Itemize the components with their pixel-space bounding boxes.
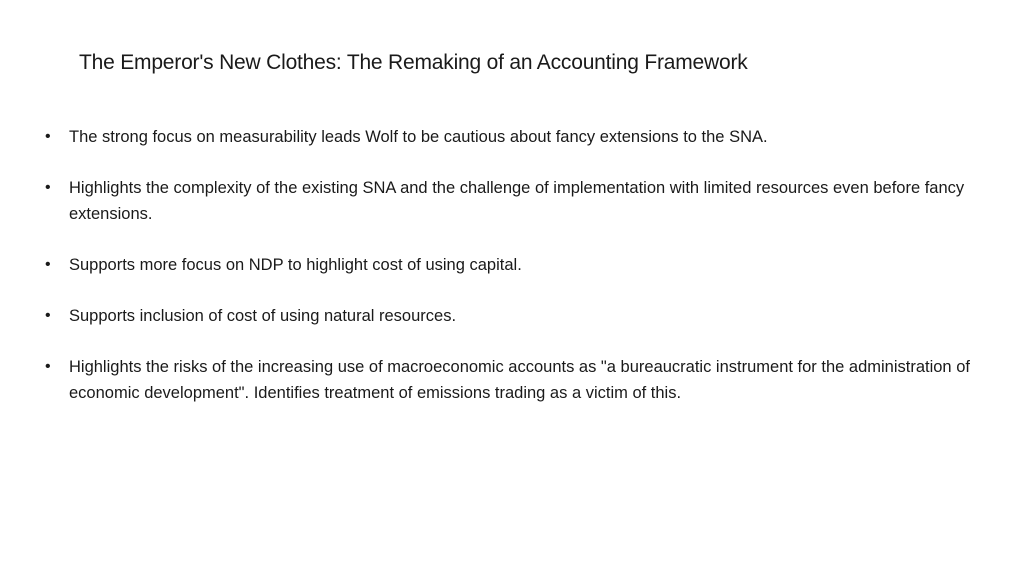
bullet-text: The strong focus on measurability leads Wolf to be cautious about fancy extensions to the SNA.	[69, 128, 768, 146]
bullet-icon: •	[45, 179, 51, 196]
bullet-icon: •	[45, 128, 51, 145]
bullet-item	[45, 252, 975, 278]
bullet-item	[45, 124, 975, 150]
bullet-icon: •	[45, 358, 51, 375]
slide-title: The Emperor's New Clothes: The Remaking of an Accounting Framework	[79, 51, 748, 74]
bullet-list	[45, 124, 975, 431]
bullet-text: Supports more focus on NDP to highlight cost of using capital.	[69, 256, 522, 274]
bullet-item	[45, 354, 975, 406]
bullet-icon: •	[45, 307, 51, 324]
bullet-icon: •	[45, 256, 51, 273]
bullet-item	[45, 303, 975, 329]
bullet-text: Highlights the complexity of the existing SNA and the challenge of implementation with limited resources even before fancy extensions.	[69, 179, 965, 223]
bullet-item	[45, 175, 975, 227]
bullet-text: Supports inclusion of cost of using natural resources.	[69, 307, 457, 325]
bullet-text: Highlights the risks of the increasing use of macroeconomic accounts as "a bureaucratic instrument for the administration of economic development". Identifies treatment of emissions trading as a victim of this.	[69, 358, 970, 402]
